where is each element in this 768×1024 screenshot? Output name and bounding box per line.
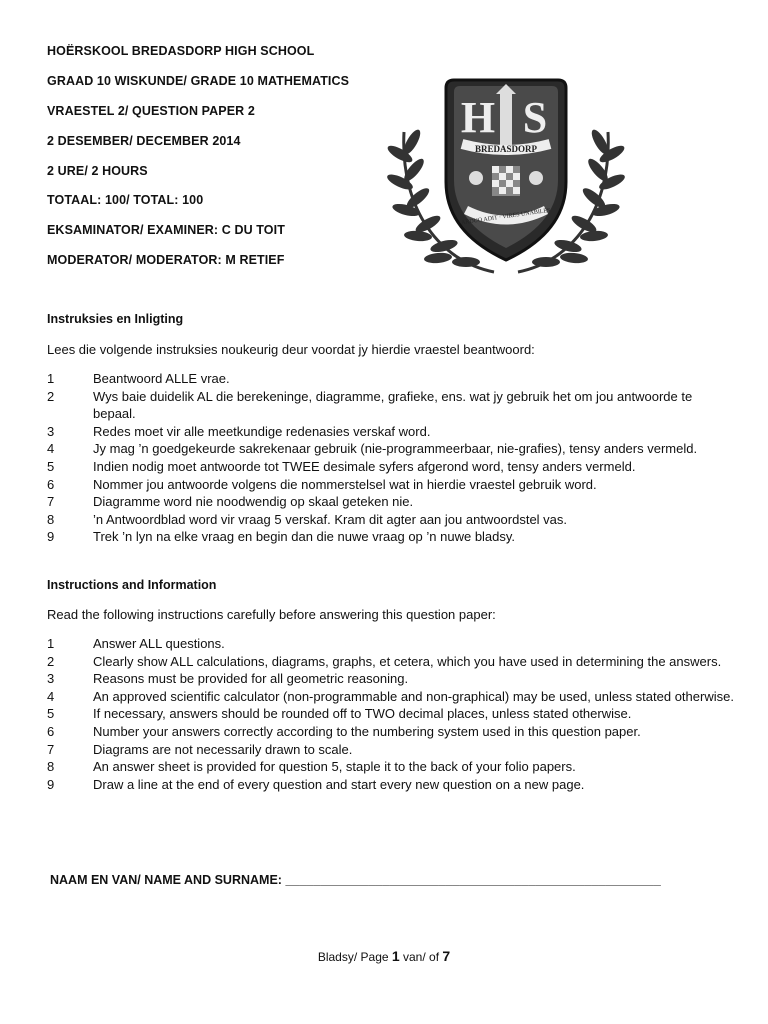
instruction-number: 7 [47,741,55,757]
instruction-number: 8 [47,759,55,775]
instruction-number: 1 [47,371,55,386]
instruction-number: 2 [47,653,55,669]
paper-number: VRAESTEL 2/ QUESTION PAPER 2 [47,104,255,118]
instruction-number: 7 [47,494,55,510]
instruction-number: 8 [47,511,55,527]
instruction-item [47,670,737,688]
instruction-item [47,423,737,441]
instruction-text: Answer ALL questions. [93,636,225,651]
grade-subject: GRAAD 10 WISKUNDE/ GRADE 10 MATHEMATICS [47,74,350,88]
footer-prefix: Bladsy/ Page [317,950,392,964]
instruction-text: ’n Antwoordblad word vir vraag 5 verskaf. Kram dit agter aan jou antwoordstel vas. [93,511,568,527]
intro-afrikaans: Lees die volgende instruksies noukeurig deur voordat jy hierdie vraestel beantwoord: [47,342,535,357]
exam-date: 2 DESEMBER/ DECEMBER 2014 [47,134,241,148]
footer-total-pages: 7 [442,948,451,964]
instruction-text: Draw a line at the end of every question and start every new question on a new page. [93,776,585,792]
instruction-item [47,653,737,671]
school-crest-logo [382,72,630,282]
footer-page-number: 1 [391,948,400,964]
instruction-number: 4 [47,441,55,457]
instruction-list-english [47,635,737,793]
instruction-item [47,741,737,759]
intro-english: Read the following instructions carefully before answering this question paper: [47,607,496,622]
instruction-text: Beantwoord ALLE vrae. [93,371,230,386]
crest-motto: ARDUO ADIT · VIRES UNABILES [460,207,551,227]
total-marks: TOTAAL: 100/ TOTAL: 100 [47,193,204,207]
instruction-item [47,388,737,423]
section-title-afrikaans: Instruksies en Inligting [47,312,184,326]
instruction-number: 5 [47,706,55,722]
instruction-item [47,440,737,458]
instruction-number: 2 [47,388,55,404]
instruction-text: Indien nodig moet antwoorde tot TWEE desimale syfers afgerond word, tensy anders vermeld. [93,458,636,474]
crest-school-name: BREDASDORP [474,144,538,154]
instruction-text: Nommer jou antwoorde volgens die nommerstelsel wat in hierdie vraestel gebruik word. [93,476,597,492]
moderator: MODERATOR/ MODERATOR: M RETIEF [47,253,285,267]
name-field-blank[interactable]: ______________________________________________________ [285,873,661,887]
name-surname-field[interactable] [50,873,661,887]
instruction-text: Wys baie duidelik AL die berekeninge, diagramme, grafieke, ens. wat jy gebruik het om jou antwoorde te bepaal. [93,388,693,422]
instruction-text: If necessary, answers should be rounded off to TWO decimal places, unless stated otherwise. [93,706,632,722]
examiner: EKSAMINATOR/ EXAMINER: C DU TOIT [47,223,285,237]
instruction-item [47,370,737,388]
school-name: HOËRSKOOL BREDASDORP HIGH SCHOOL [47,44,315,58]
instruction-number: 6 [47,476,55,492]
instruction-text: Trek ’n lyn na elke vraag en begin dan die nuwe vraag op ’n nuwe bladsy. [93,529,516,545]
instruction-text: Diagramme word nie noodwendig op skaal geteken nie. [93,494,414,510]
instruction-number: 9 [47,529,55,545]
crest-initial-right: S [522,93,548,142]
instruction-item [47,705,737,723]
instruction-number: 4 [47,688,55,704]
instruction-text: An approved scientific calculator (non-programmable and non-graphical) may be used, unless stated otherwise. [93,688,734,704]
instruction-number: 9 [47,776,55,792]
instruction-item [47,476,737,494]
name-field-label: NAAM EN VAN/ NAME AND SURNAME: [50,873,282,887]
instruction-item [47,776,737,794]
instruction-number: 5 [47,458,55,474]
instruction-text: Diagrams are not necessarily drawn to scale. [93,741,353,757]
instruction-text: Reasons must be provided for all geometric reasoning. [93,671,409,687]
exam-duration: 2 URE/ 2 HOURS [47,164,148,178]
instruction-text: Jy mag ’n goedgekeurde sakrekenaar gebruik (nie-programmeerbaar, nie-grafies), tensy anders vermeld. [93,441,698,457]
instruction-list-afrikaans [47,370,737,546]
instruction-number: 1 [47,636,55,651]
page-footer [0,948,768,964]
instruction-item [47,758,737,776]
instruction-item [47,635,737,653]
instruction-item [47,528,737,546]
instruction-number: 6 [47,723,55,739]
instruction-number: 3 [47,423,55,439]
footer-middle: van/ of [399,950,443,964]
instruction-number: 3 [47,671,55,687]
section-title-english: Instructions and Information [47,578,217,592]
instruction-text: Redes moet vir alle meetkundige redenasies verskaf word. [93,423,431,439]
instruction-item [47,511,737,529]
crest-initial-left: H [460,93,496,142]
instruction-item [47,688,737,706]
instruction-text: Clearly show ALL calculations, diagrams, graphs, et cetera, which you have used in determining the answers. [93,653,722,669]
instruction-text: Number your answers correctly according to the numbering system used in this question paper. [93,723,641,739]
instruction-item [47,723,737,741]
instruction-item [47,493,737,511]
instruction-item [47,458,737,476]
instruction-text: An answer sheet is provided for question 5, staple it to the back of your folio papers. [93,759,576,775]
